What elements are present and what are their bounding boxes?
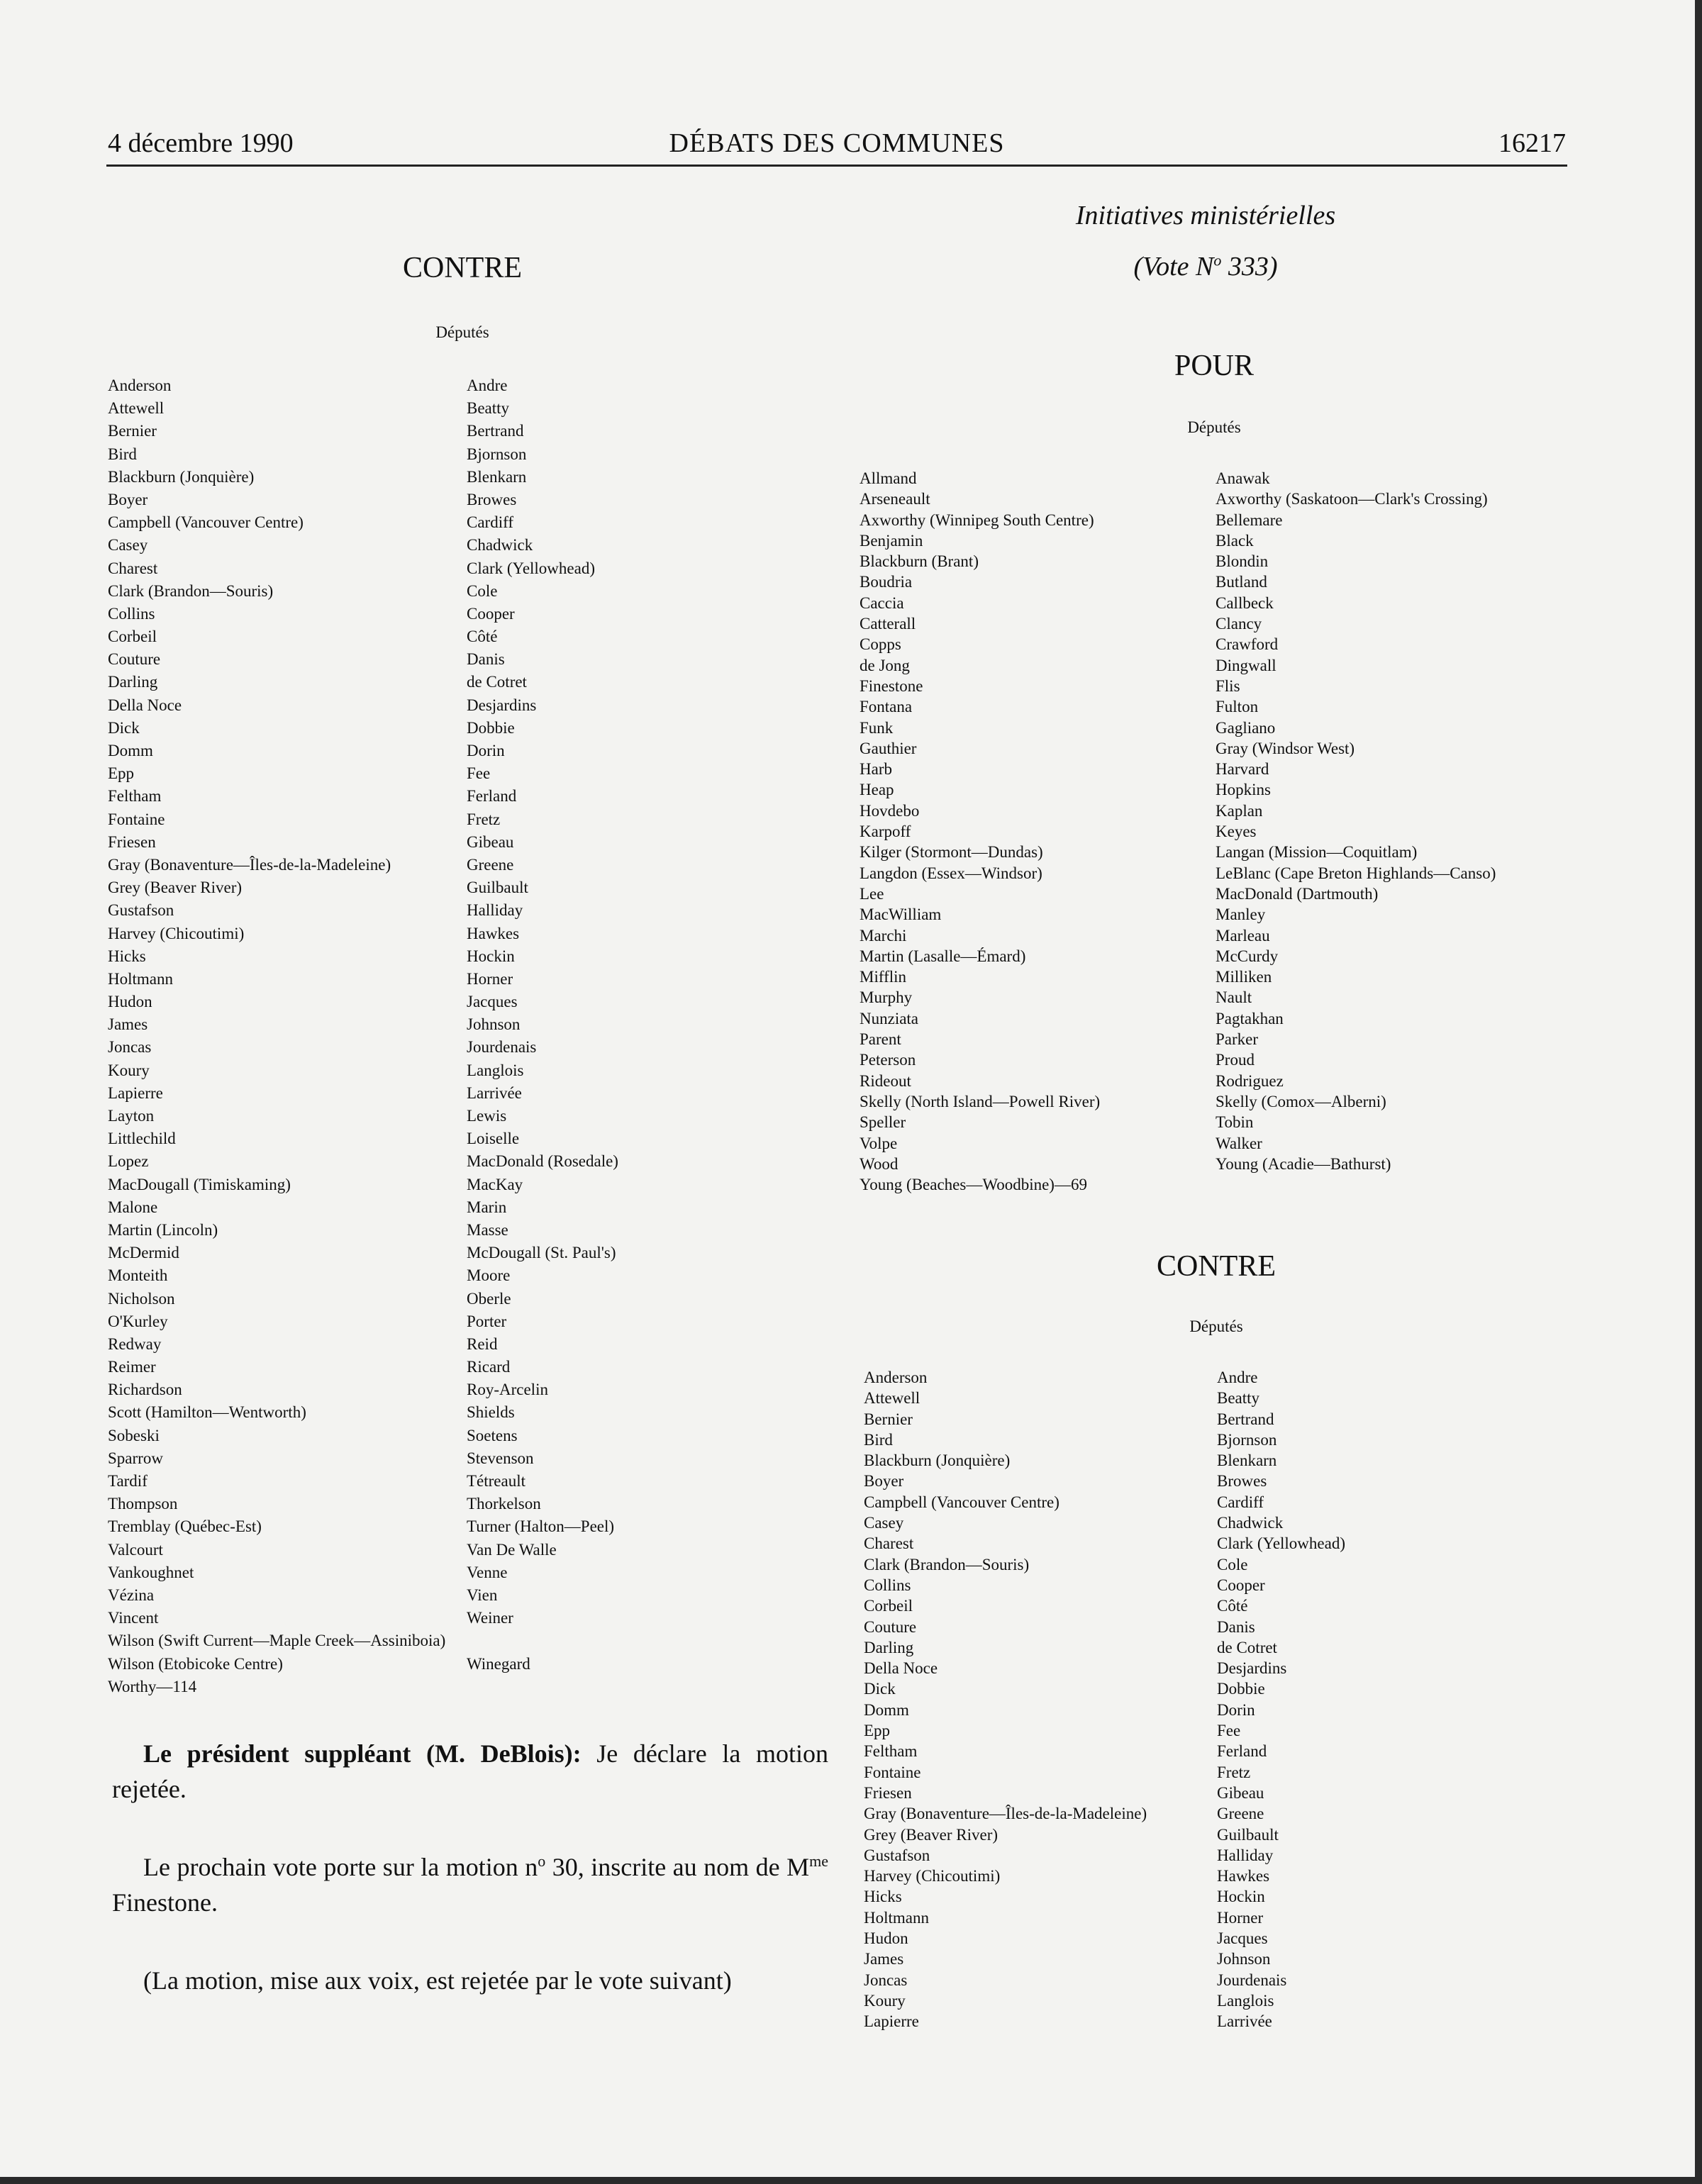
member-name: Masse — [467, 1220, 508, 1239]
paragraph-motion-rejected — [112, 1736, 828, 1807]
member-name: Domm — [864, 1700, 909, 1719]
member-name: Larrivée — [1217, 2012, 1272, 2031]
member-name: Dingwall — [1216, 656, 1276, 674]
member-name: Gauthier — [860, 739, 917, 757]
member-name: Allmand — [860, 469, 917, 487]
member-name: Larrivée — [467, 1083, 522, 1102]
member-name: Hockin — [1217, 1888, 1265, 1906]
member-name: Fontaine — [108, 810, 165, 828]
member-name: Blondin — [1216, 552, 1269, 571]
member-name: Arseneault — [860, 490, 930, 508]
pour-title: POUR — [1174, 350, 1255, 382]
member-name: Feltham — [108, 787, 162, 806]
member-name: MacKay — [467, 1175, 523, 1193]
member-name: Blackburn (Brant) — [860, 552, 979, 571]
member-name: James — [108, 1015, 148, 1034]
member-name: Boyer — [108, 490, 148, 508]
member-name: Kilger (Stormont—Dundas) — [860, 843, 1043, 862]
member-name: LeBlanc (Cape Breton Highlands—Canso) — [1216, 864, 1496, 882]
member-name: MacDonald (Rosedale) — [467, 1152, 618, 1171]
member-name: Browes — [1217, 1472, 1267, 1491]
member-name: Worthy—114 — [108, 1677, 197, 1695]
member-name: Marchi — [860, 926, 907, 945]
page-header — [108, 122, 1566, 165]
member-name: Beatty — [467, 399, 510, 418]
member-name: Peterson — [860, 1051, 916, 1069]
member-name: Proud — [1216, 1051, 1255, 1069]
header-title: DÉBATS DES COMMUNES — [669, 128, 1005, 158]
member-name: Lopez — [108, 1152, 149, 1171]
member-name: Ferland — [467, 787, 517, 806]
member-name: Vien — [467, 1586, 498, 1604]
member-name: Blenkarn — [1217, 1452, 1277, 1470]
member-name: Gagliano — [1216, 718, 1276, 737]
member-name: O'Kurley — [108, 1312, 168, 1330]
member-name: Crawford — [1216, 635, 1279, 654]
member-name: Epp — [108, 764, 135, 783]
member-name: Dorin — [1217, 1700, 1255, 1719]
member-name: Callbeck — [1216, 594, 1274, 612]
member-name: Thorkelson — [467, 1495, 541, 1513]
member-name: Scott (Hamilton—Wentworth) — [108, 1403, 306, 1422]
left-contre-list-col1 — [108, 374, 462, 1698]
member-name: Domm — [108, 742, 153, 759]
member-name: Campbell (Vancouver Centre) — [108, 513, 304, 532]
member-name: Bird — [108, 445, 137, 463]
member-name: Koury — [108, 1061, 150, 1079]
pour-list-col2 — [1216, 468, 1570, 1174]
member-name: Dorin — [467, 742, 505, 759]
member-name: Reid — [467, 1335, 498, 1353]
left-contre-title: CONTRE — [403, 252, 522, 284]
member-name: Jourdenais — [467, 1038, 537, 1057]
member-name: Wilson (Swift Current—Maple Creek—Assiniboia) — [108, 1632, 446, 1650]
member-name: Volpe — [860, 1134, 898, 1152]
member-name: Moore — [467, 1266, 511, 1285]
member-name: Casey — [108, 536, 148, 555]
page-edge-bottom — [0, 2177, 1702, 2184]
member-name: Stevenson — [467, 1449, 534, 1467]
member-name: Rodriguez — [1216, 1071, 1284, 1090]
member-name: Cooper — [467, 604, 515, 623]
member-name: Collins — [108, 604, 155, 623]
member-name: Weiner — [467, 1609, 513, 1627]
member-name: Martin (Lasalle—Émard) — [860, 947, 1026, 965]
member-name: Vézina — [108, 1586, 155, 1604]
member-name: Cole — [467, 581, 498, 600]
member-name: Epp — [864, 1722, 891, 1740]
member-name: Tardif — [108, 1472, 148, 1490]
member-name: Skelly (Comox—Alberni) — [1216, 1092, 1386, 1110]
member-name: Blackburn (Jonquière) — [864, 1452, 1011, 1470]
member-name: Fontana — [860, 698, 913, 716]
member-name: Turner (Halton—Peel) — [467, 1517, 615, 1536]
member-name: Cooper — [1217, 1576, 1265, 1594]
member-name: Boyer — [864, 1472, 904, 1491]
member-name: Langlois — [467, 1061, 524, 1079]
pour-deputes-label: Députés — [1187, 418, 1241, 436]
member-name: MacDonald (Dartmouth) — [1216, 884, 1379, 903]
vote-text: (Vote N — [1133, 252, 1214, 282]
paragraph-next-vote — [112, 1849, 828, 1920]
member-name: Guilbault — [1217, 1825, 1279, 1844]
member-name: Nunziata — [860, 1009, 919, 1027]
member-name: Blenkarn — [467, 467, 527, 486]
member-name: Redway — [108, 1335, 162, 1353]
member-name: Lee — [860, 884, 884, 903]
member-name: Kaplan — [1216, 801, 1263, 820]
member-name: Boudria — [860, 573, 913, 591]
member-name: Johnson — [1217, 1950, 1271, 1968]
member-name: Shields — [467, 1403, 515, 1422]
member-name: James — [864, 1950, 904, 1968]
right-contre-title: CONTRE — [1157, 1250, 1276, 1283]
paragraph-text: (La motion, mise aux voix, est rejetée par le vote suivant) — [143, 1966, 732, 1995]
member-name: Soetens — [467, 1426, 518, 1444]
member-name: Clark (Brandon—Souris) — [108, 581, 274, 600]
member-name: Catterall — [860, 615, 916, 633]
member-name: Côté — [467, 628, 498, 646]
member-name: Bertrand — [1217, 1410, 1274, 1428]
member-name: Horner — [467, 969, 513, 988]
member-name: Fretz — [1217, 1763, 1251, 1781]
member-name: Hawkes — [467, 924, 520, 942]
paragraph-text: 30, inscrite au nom de M — [545, 1853, 810, 1881]
member-name: Grey (Beaver River) — [864, 1825, 999, 1844]
member-name: Walker — [1216, 1134, 1262, 1152]
member-name: Fee — [467, 764, 491, 783]
member-name: Desjardins — [467, 696, 537, 714]
member-name: Parker — [1216, 1030, 1259, 1049]
header-page-number: 16217 — [1498, 128, 1566, 158]
member-name: Casey — [864, 1514, 904, 1532]
member-name: de Jong — [860, 656, 910, 674]
member-name: Bernier — [864, 1410, 913, 1428]
member-name: Feltham — [864, 1742, 918, 1761]
member-name: Charest — [108, 559, 158, 577]
member-name: Skelly (North Island—Powell River) — [860, 1092, 1101, 1110]
member-name: Wilson (Etobicoke Centre) — [108, 1654, 283, 1673]
member-name: Horner — [1217, 1908, 1264, 1927]
superscript: me — [809, 1852, 828, 1870]
member-name: Harvey (Chicoutimi) — [108, 924, 245, 942]
member-name: Vincent — [108, 1609, 159, 1627]
member-name: Couture — [864, 1617, 917, 1636]
member-name: Hudon — [108, 993, 152, 1011]
member-name: Hicks — [864, 1888, 902, 1906]
member-name: Hawkes — [1217, 1867, 1270, 1885]
member-name: Oberle — [467, 1289, 511, 1308]
member-name: Holtmann — [108, 969, 173, 988]
member-name: Flis — [1216, 676, 1240, 695]
member-name: Speller — [860, 1113, 906, 1132]
member-name: Young (Acadie—Bathurst) — [1216, 1154, 1391, 1173]
member-name: Jourdenais — [1217, 1971, 1287, 1989]
member-name: Fontaine — [864, 1763, 921, 1781]
member-name: Danis — [1217, 1617, 1255, 1636]
member-name: Littlechild — [108, 1130, 176, 1148]
member-name: Blackburn (Jonquière) — [108, 467, 255, 486]
member-name: Harvey (Chicoutimi) — [864, 1867, 1001, 1885]
member-name: Clark (Yellowhead) — [467, 559, 595, 577]
member-name: Tobin — [1216, 1113, 1254, 1132]
vote-text: 333) — [1221, 252, 1278, 282]
member-name: Bertrand — [467, 422, 524, 440]
member-name: Black — [1216, 531, 1254, 550]
right-contre-list-col2 — [1217, 1367, 1572, 2032]
member-name: Halliday — [1217, 1846, 1274, 1864]
member-name: Joncas — [108, 1038, 152, 1057]
member-name: Langan (Mission—Coquitlam) — [1216, 843, 1418, 862]
member-name: Hicks — [108, 947, 146, 965]
member-name: Bellemare — [1216, 511, 1283, 529]
pour-list-col1 — [860, 468, 1214, 1195]
member-name: Axworthy (Winnipeg South Centre) — [860, 511, 1094, 529]
member-name: Vankoughnet — [108, 1563, 194, 1581]
member-name: Couture — [108, 650, 161, 669]
member-name: Harb — [860, 760, 892, 779]
member-name: Friesen — [108, 832, 156, 851]
member-name: Ferland — [1217, 1742, 1267, 1761]
member-name: Benjamin — [860, 531, 923, 550]
member-name: Charest — [864, 1534, 914, 1553]
member-name: Butland — [1216, 573, 1267, 591]
member-name: Copps — [860, 635, 901, 654]
member-name: Sparrow — [108, 1449, 163, 1467]
member-name: Clark (Yellowhead) — [1217, 1534, 1345, 1553]
member-name — [467, 1629, 821, 1652]
member-name: Gibeau — [467, 832, 514, 851]
member-name: Monteith — [108, 1266, 168, 1285]
initiatives-heading: Initiatives ministérielles — [1075, 201, 1336, 230]
right-contre-deputes-label: Députés — [1189, 1317, 1243, 1335]
member-name: McDermid — [108, 1244, 179, 1262]
member-name: Dobbie — [1217, 1680, 1265, 1698]
superscript: o — [538, 1852, 546, 1870]
member-name: Bernier — [108, 422, 157, 440]
member-name: Heap — [860, 781, 894, 799]
member-name: Chadwick — [467, 536, 533, 555]
member-name: Roy-Arcelin — [467, 1381, 548, 1399]
member-name: Loiselle — [467, 1130, 520, 1148]
member-name: Karpoff — [860, 823, 911, 841]
member-name: Winegard — [467, 1654, 530, 1673]
member-name: Campbell (Vancouver Centre) — [864, 1493, 1059, 1511]
vote-number — [851, 251, 1560, 282]
member-name: Cardiff — [1217, 1493, 1264, 1511]
member-name: Andre — [1217, 1369, 1258, 1386]
paragraph-vote-result — [112, 1963, 828, 1998]
member-name: Browes — [467, 490, 517, 508]
member-name: Porter — [467, 1312, 507, 1330]
member-name: Gibeau — [1217, 1783, 1264, 1802]
member-name: Lewis — [467, 1107, 507, 1125]
page-edge-right — [1695, 0, 1702, 2184]
member-name: Van De Walle — [467, 1540, 557, 1559]
member-name: MacDougall (Timiskaming) — [108, 1175, 291, 1193]
member-name: Johnson — [467, 1015, 521, 1034]
member-name: Langdon (Essex—Windsor) — [860, 864, 1042, 882]
member-name: Young (Beaches—Woodbine)—69 — [860, 1176, 1087, 1194]
member-name: Chadwick — [1217, 1514, 1284, 1532]
member-name: Martin (Lincoln) — [108, 1220, 218, 1239]
member-name: Anderson — [108, 377, 172, 394]
member-name: Pagtakhan — [1216, 1009, 1284, 1027]
member-name: Koury — [864, 1991, 906, 2010]
superscript: o — [1213, 251, 1222, 269]
member-name: Jacques — [467, 993, 518, 1011]
member-name: Bjornson — [1217, 1430, 1277, 1449]
member-name: McCurdy — [1216, 947, 1279, 965]
member-name: Finestone — [860, 676, 923, 695]
member-name: Fulton — [1216, 698, 1259, 716]
member-name: Murphy — [860, 988, 913, 1007]
member-name: Andre — [467, 377, 508, 394]
member-name: Harvard — [1216, 760, 1269, 779]
member-name: Thompson — [108, 1495, 178, 1513]
member-name: Marin — [467, 1198, 507, 1216]
member-name: Cardiff — [467, 513, 514, 532]
member-name: Anderson — [864, 1369, 928, 1386]
member-name: Lapierre — [108, 1083, 163, 1102]
member-name: Bird — [864, 1430, 893, 1449]
member-name: Tremblay (Québec-Est) — [108, 1517, 262, 1536]
member-name: Grey (Beaver River) — [108, 879, 243, 897]
member-name: Holtmann — [864, 1908, 929, 1927]
member-name: Tétreault — [467, 1472, 526, 1490]
member-name: Hopkins — [1216, 781, 1271, 799]
member-name: Sobeski — [108, 1426, 160, 1444]
member-name: Beatty — [1217, 1389, 1260, 1408]
paragraph-text: Je déclare la motion rejetée. — [112, 1739, 828, 1803]
member-name: Manley — [1216, 906, 1266, 924]
header-rule — [106, 165, 1567, 167]
member-name: Desjardins — [1217, 1659, 1287, 1678]
member-name: Attewell — [864, 1389, 920, 1408]
member-name: Richardson — [108, 1381, 182, 1399]
member-name: Gray (Bonaventure—Îles-de-la-Madeleine) — [108, 855, 391, 874]
member-name: Nault — [1216, 988, 1252, 1007]
member-name: Hudon — [864, 1929, 908, 1948]
member-name: Corbeil — [108, 628, 157, 646]
member-name: Della Noce — [108, 696, 182, 714]
member-name: Greene — [467, 855, 514, 874]
member-name: Caccia — [860, 594, 904, 612]
member-name: Bjornson — [467, 445, 527, 463]
member-name: Joncas — [864, 1971, 908, 1989]
member-name: Wood — [860, 1154, 899, 1173]
member-name: McDougall (St. Paul's) — [467, 1244, 616, 1262]
member-name: Guilbault — [467, 879, 528, 897]
member-name: Della Noce — [864, 1659, 938, 1678]
speaker-name: Le président suppléant (M. DeBlois): — [143, 1739, 582, 1768]
member-name: Anawak — [1216, 469, 1270, 487]
member-name: Reimer — [108, 1358, 156, 1376]
member-name: Collins — [864, 1576, 911, 1594]
member-name: Clancy — [1216, 615, 1262, 633]
member-name: Marleau — [1216, 926, 1270, 945]
member-name: Hovdebo — [860, 801, 920, 820]
left-contre-list-col2 — [467, 374, 821, 1676]
member-name: Friesen — [864, 1783, 912, 1802]
member-name: Fee — [1217, 1722, 1241, 1740]
member-name: Gustafson — [864, 1846, 930, 1864]
member-name: Funk — [860, 718, 894, 737]
member-name: de Cotret — [467, 673, 527, 691]
member-name: Keyes — [1216, 823, 1257, 841]
member-name: Danis — [467, 650, 505, 669]
member-name: Rideout — [860, 1071, 911, 1090]
member-name: Attewell — [108, 399, 165, 418]
member-name: Dick — [108, 718, 140, 737]
member-name: Hockin — [467, 947, 515, 965]
member-name: Darling — [108, 673, 158, 691]
paragraph-text: Finestone. — [112, 1888, 218, 1917]
member-name: Mifflin — [860, 968, 907, 986]
member-name: Malone — [108, 1198, 158, 1216]
right-contre-list-col1 — [864, 1367, 1218, 2032]
member-name: de Cotret — [1217, 1638, 1277, 1656]
member-name: Corbeil — [864, 1597, 913, 1615]
paragraph-text: Le prochain vote porte sur la motion n — [143, 1853, 538, 1881]
member-name: Greene — [1217, 1805, 1264, 1823]
member-name: Gray (Windsor West) — [1216, 739, 1355, 757]
member-name: Fretz — [467, 810, 501, 828]
member-name: Clark (Brandon—Souris) — [864, 1555, 1030, 1573]
member-name: Côté — [1217, 1597, 1248, 1615]
member-name: Valcourt — [108, 1540, 163, 1559]
member-name: Dick — [864, 1680, 896, 1698]
member-name: Gray (Bonaventure—Îles-de-la-Madeleine) — [864, 1805, 1147, 1823]
member-name: Milliken — [1216, 968, 1272, 986]
member-name: Parent — [860, 1030, 901, 1049]
member-name: Dobbie — [467, 718, 515, 737]
member-name: Darling — [864, 1638, 914, 1656]
member-name: Nicholson — [108, 1289, 175, 1308]
member-name: Halliday — [467, 901, 523, 920]
member-name: Ricard — [467, 1358, 511, 1376]
member-name: Cole — [1217, 1555, 1248, 1573]
member-name: Lapierre — [864, 2012, 919, 2031]
member-name: Venne — [467, 1563, 508, 1581]
header-date: 4 décembre 1990 — [108, 128, 294, 158]
member-name: Layton — [108, 1107, 155, 1125]
left-deputes-label: Députés — [435, 323, 489, 341]
member-name: Axworthy (Saskatoon—Clark's Crossing) — [1216, 490, 1488, 508]
member-name: Jacques — [1217, 1929, 1268, 1948]
member-name: Gustafson — [108, 901, 174, 920]
member-name: MacWilliam — [860, 906, 942, 924]
member-name: Langlois — [1217, 1991, 1274, 2010]
